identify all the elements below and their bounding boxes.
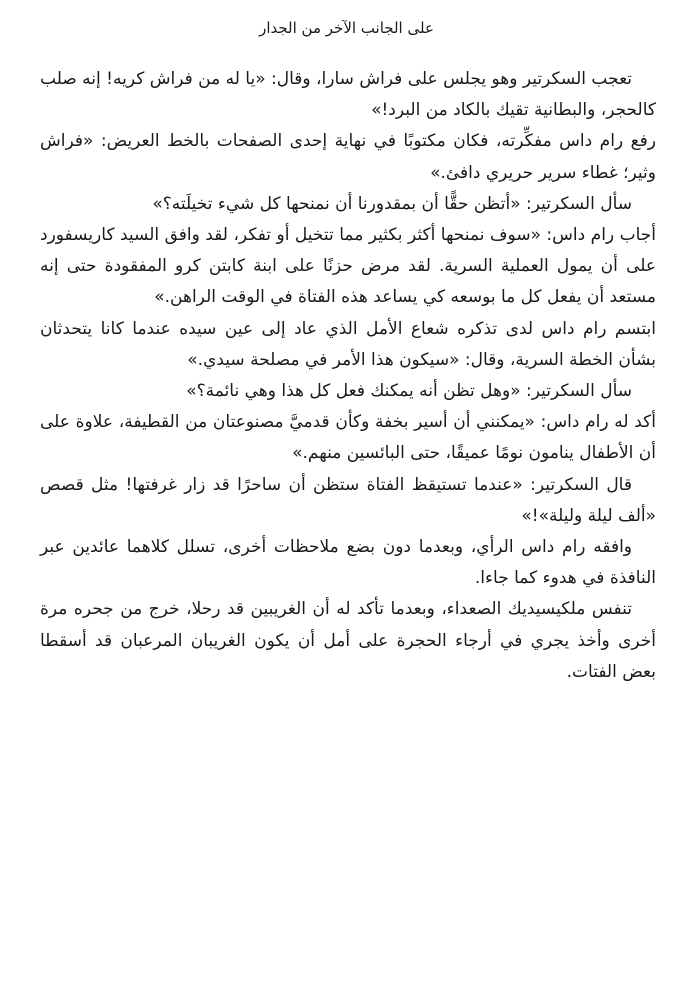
paragraph: وافقه رام داس الرأي، وبعدما دون بضع ملاحظات أخرى، تسلل كلاهما عائدين عبر النافذة في هدوء كما جاءا. [40, 537, 656, 589]
paragraph: أجاب رام داس: «سوف نمنحها أكثر بكثير مما تتخيل أو تفكر، لقد وافق السيد كاريسفورد على أن يمول العملية السرية. لقد مرض حزنًا على ابنة كابتن كرو المفقودة حتى إنه مستعد أن يفعل كل ما بوسعه كي يساعد هذه الفتاة في الوقت الراهن.» [40, 225, 656, 308]
paragraph: سأل السكرتير: «أتظن حقًّا أن بمقدورنا أن نمنحها كل شيء تخيلَته؟» [152, 193, 632, 214]
paragraph: قال السكرتير: «عندما تستيقظ الفتاة ستظن أن ساحرًا قد زار غرفتها! مثل قصص «ألف ليلة وليلة»!» [40, 474, 656, 526]
running-header: على الجانب الآخر من الجدار [259, 19, 434, 37]
paragraph: أكد له رام داس: «يمكنني أن أسير بخفة وكأن قدميَّ مصنوعتان من القطيفة، علاوة على أن الأطفال ينامون نومًا عميقًا، حتى البائسين منهم.» [40, 412, 656, 464]
paragraph: رفع رام داس مفكِّرته، فكان مكتوبًا في نهاية إحدى الصفحات بالخط العريض: «فراش وثير؛ غطاء سرير حريري دافئ.» [40, 131, 656, 183]
paragraph: ابتسم رام داس لدى تذكره شعاع الأمل الذي عاد إلى عين سيده عندما كانا يتحدثان بشأن الخطة السرية، وقال: «سيكون هذا الأمر في مصلحة سيدي.» [40, 318, 656, 370]
paragraph: سأل السكرتير: «وهل تظن أنه يمكنك فعل كل هذا وهي نائمة؟» [186, 381, 632, 402]
body-text [40, 64, 656, 688]
paragraph: تنفس ملكيسيديك الصعداء، وبعدما تأكد له أن الغريبين قد رحلا، خرج من جحره مرة أخرى وأخذ يجري في أرجاء الحجرة على أمل أن يكون الغريبان المرعبان قد أسقطا بعض الفتات. [40, 599, 656, 682]
paragraph: تعجب السكرتير وهو يجلس على فراش سارا، وقال: «يا له من فراش كريه! إنه صلب كالحجر، والبطانية تقيك بالكاد من البرد!» [40, 69, 656, 121]
